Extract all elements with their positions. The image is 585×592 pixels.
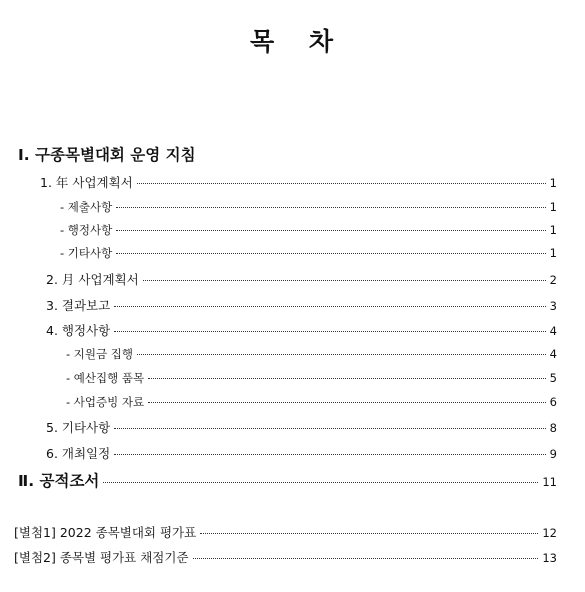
dot-leader (103, 482, 538, 483)
dot-leader (200, 533, 538, 534)
toc-appendix-2[interactable] (14, 548, 557, 566)
toc-section-2[interactable] (18, 469, 557, 491)
toc-entry[interactable] (40, 173, 557, 191)
toc-entry-page: 12 (542, 526, 557, 540)
toc-entry-label: Ⅱ. 공적조서 (18, 472, 100, 490)
toc-entry-page: 2 (549, 273, 557, 287)
toc-entry-label: - 제출사항 (60, 200, 113, 214)
toc-entry-page: 11 (542, 475, 557, 489)
toc-entry-page: 5 (549, 371, 557, 385)
toc-entry-label: 4. 행정사항 (46, 323, 111, 338)
toc-entry[interactable] (66, 346, 557, 362)
toc-entry-label: - 사업증빙 자료 (66, 395, 145, 409)
toc-entry-page: 1 (549, 200, 557, 214)
toc-entry[interactable] (46, 418, 557, 436)
toc-entry[interactable] (60, 199, 557, 215)
dot-leader (114, 454, 545, 455)
toc-entry-page: 1 (549, 223, 557, 237)
dot-leader (148, 378, 546, 379)
toc-entry-page: 1 (549, 246, 557, 260)
toc-entry-label: 2. 月 사업계획서 (46, 272, 139, 287)
dot-leader (137, 354, 546, 355)
toc-entry-page: 3 (549, 299, 557, 313)
toc-entry[interactable] (46, 270, 557, 288)
toc-entry-page: 8 (549, 421, 557, 435)
toc-entry-label: 1. 年 사업계획서 (40, 175, 133, 190)
toc-entry-label: 6. 개최일정 (46, 446, 111, 461)
dot-leader (143, 280, 546, 281)
toc-entry-label: 3. 결과보고 (46, 298, 111, 313)
toc-entry-page: 1 (549, 176, 557, 190)
dot-leader (114, 428, 545, 429)
toc-entry-page: 6 (549, 395, 557, 409)
toc-entry-label: [별첨2] 종목별 평가표 채점기준 (14, 550, 189, 565)
toc-entry-page: 4 (549, 324, 557, 338)
toc-entry-label: 5. 기타사항 (46, 420, 111, 435)
toc-entry[interactable] (60, 222, 557, 238)
dot-leader (193, 558, 539, 559)
toc-entry-label: - 예산집행 품목 (66, 371, 145, 385)
toc-entry-label: - 행정사항 (60, 223, 113, 237)
dot-leader (137, 183, 546, 184)
dot-leader (114, 306, 545, 307)
toc-appendix-1[interactable] (14, 523, 557, 541)
dot-leader (116, 253, 545, 254)
toc-entry-page: 13 (542, 551, 557, 565)
toc-entry-page: 9 (549, 447, 557, 461)
toc-entry[interactable] (60, 245, 557, 261)
dot-leader (116, 207, 545, 208)
toc-entry-label: - 지원금 집행 (66, 347, 134, 361)
document-title: 목 차 (249, 27, 335, 56)
dot-leader (148, 402, 546, 403)
toc-entry-page: 4 (549, 347, 557, 361)
toc-entry[interactable] (46, 321, 557, 339)
section-1-heading: Ⅰ. 구종목별대회 운영 지침 (18, 146, 196, 164)
dot-leader (114, 331, 545, 332)
toc-entry-label: [별첨1] 2022 종목별대회 평가표 (14, 525, 197, 540)
toc-entry-label: - 기타사항 (60, 246, 113, 260)
dot-leader (116, 230, 545, 231)
toc-entry[interactable] (46, 296, 557, 314)
toc-entry[interactable] (46, 444, 557, 462)
toc-entry[interactable] (66, 394, 557, 410)
toc-entry[interactable] (66, 370, 557, 386)
